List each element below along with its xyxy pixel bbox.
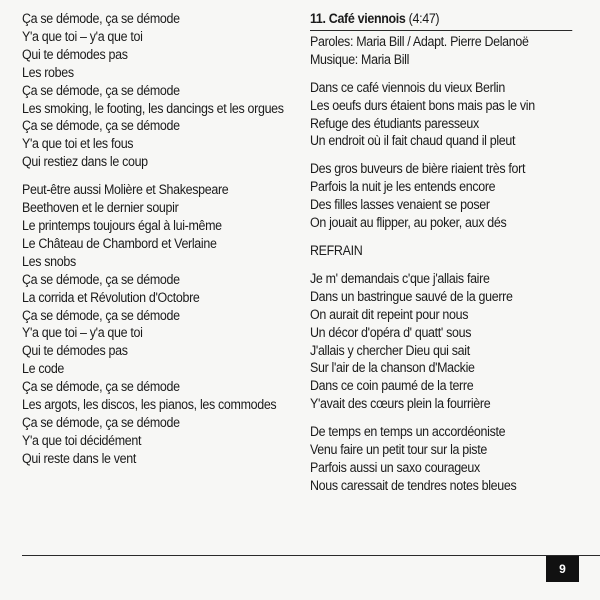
right-lyrics-column — [310, 10, 589, 495]
footer-rule — [22, 555, 600, 556]
lyric-line: Le code — [22, 361, 65, 377]
lyric-line: Dans ce café viennois du vieux Berlin — [310, 79, 505, 95]
right-stanzas — [310, 79, 589, 495]
lyric-line: Ça se démode, ça se démode — [22, 118, 180, 134]
stanza-gap — [310, 150, 589, 160]
lyric-line: On jouait au flipper, au poker, aux dés — [310, 215, 507, 231]
lyric-line: J'allais y chercher Dieu qui sait — [310, 342, 470, 358]
lyric-line: Les robes — [22, 64, 74, 80]
stanza — [310, 79, 589, 151]
lyric-line: La corrida et Révolution d'Octobre — [22, 289, 200, 305]
lyric-line: Nous caressait de tendres notes bleues — [310, 477, 517, 493]
lyric-line: Ça se démode, ça se démode — [22, 271, 180, 287]
lyric-line: Ça se démode, ça se démode — [22, 307, 180, 323]
lyric-line: Des filles lasses venaient se poser — [310, 197, 490, 213]
lyric-line: De temps en temps un accordéoniste — [310, 424, 506, 440]
stanza-gap — [310, 260, 589, 270]
stanza — [22, 10, 301, 171]
stanza — [310, 242, 589, 260]
lyric-line: Peut-être aussi Molière et Shakespeare — [22, 182, 229, 198]
lyric-line: On aurait dit repeint pour nous — [310, 306, 469, 322]
stanza — [310, 270, 589, 413]
lyric-line: Les snobs — [22, 253, 76, 269]
lyric-line: Ça se démode, ça se démode — [22, 414, 180, 430]
stanza-gap — [310, 232, 589, 242]
lyric-line: Le printemps toujours égal à lui-même — [22, 217, 222, 233]
track-heading — [310, 10, 589, 30]
lyric-line: Je m' demandais c'que j'allais faire — [310, 270, 490, 286]
lyric-line: Ça se démode, ça se démode — [22, 11, 180, 26]
credit-line-music: Musique: Maria Bill — [310, 51, 410, 67]
lyric-line: Les oeufs durs étaient bons mais pas le vin — [310, 97, 535, 113]
stanza — [310, 423, 589, 495]
lyric-line: Un décor d'opéra d' quatt' sous — [310, 324, 472, 340]
track-title: 11. Café viennois — [310, 11, 406, 26]
heading-rule — [310, 30, 572, 31]
lyric-line: Parfois la nuit je les entends encore — [310, 179, 496, 195]
stanza — [22, 181, 301, 468]
lyric-line: Les smoking, le footing, les dancings et les orgues — [22, 100, 284, 116]
lyric-line: REFRAIN — [310, 242, 363, 258]
lyric-line: Qui reste dans le vent — [22, 450, 136, 466]
lyric-line: Qui restiez dans le coup — [22, 154, 148, 170]
lyric-line: Y'avait des cœurs plein la fourrière — [310, 396, 491, 412]
stanza-gap — [22, 171, 301, 181]
lyric-line: Refuge des étudiants paresseux — [310, 115, 479, 131]
lyric-line: Ça se démode, ça se démode — [22, 379, 180, 395]
lyric-line: Beethoven et le dernier soupir — [22, 200, 179, 216]
lyric-line: Qui te démodes pas — [22, 46, 128, 62]
lyric-line: Y'a que toi – y'a que toi — [22, 325, 143, 341]
credit-line-lyrics: Paroles: Maria Bill / Adapt. Pierre Delanoë — [310, 33, 529, 49]
track-duration: (4:47) — [408, 11, 440, 26]
lyric-line: Sur l'air de la chanson d'Mackie — [310, 360, 475, 376]
lyric-line: Les argots, les discos, les pianos, les commodes — [22, 397, 277, 413]
lyric-line: Dans ce coin paumé de la terre — [310, 378, 474, 394]
lyric-line: Y'a que toi et les fous — [22, 136, 134, 152]
lyric-line: Ça se démode, ça se démode — [22, 82, 180, 98]
lyric-line: Le Château de Chambord et Verlaine — [22, 235, 217, 251]
lyric-line: Dans un bastringue sauvé de la guerre — [310, 288, 513, 304]
stanza-gap — [310, 69, 589, 79]
lyric-line: Venu faire un petit tour sur la piste — [310, 442, 487, 458]
stanza-gap — [310, 413, 589, 423]
lyric-line: Y'a que toi décidément — [22, 432, 142, 448]
left-lyrics-column — [22, 10, 301, 468]
page-number: 9 — [546, 556, 579, 582]
lyric-line: Des gros buveurs de bière riaient très fort — [310, 161, 526, 177]
lyric-line: Y'a que toi – y'a que toi — [22, 28, 143, 44]
lyric-line: Qui te démodes pas — [22, 343, 128, 359]
lyric-line: Parfois aussi un saxo courageux — [310, 459, 480, 475]
stanza — [310, 160, 589, 232]
lyric-line: Un endroit où il fait chaud quand il pleut — [310, 133, 516, 149]
